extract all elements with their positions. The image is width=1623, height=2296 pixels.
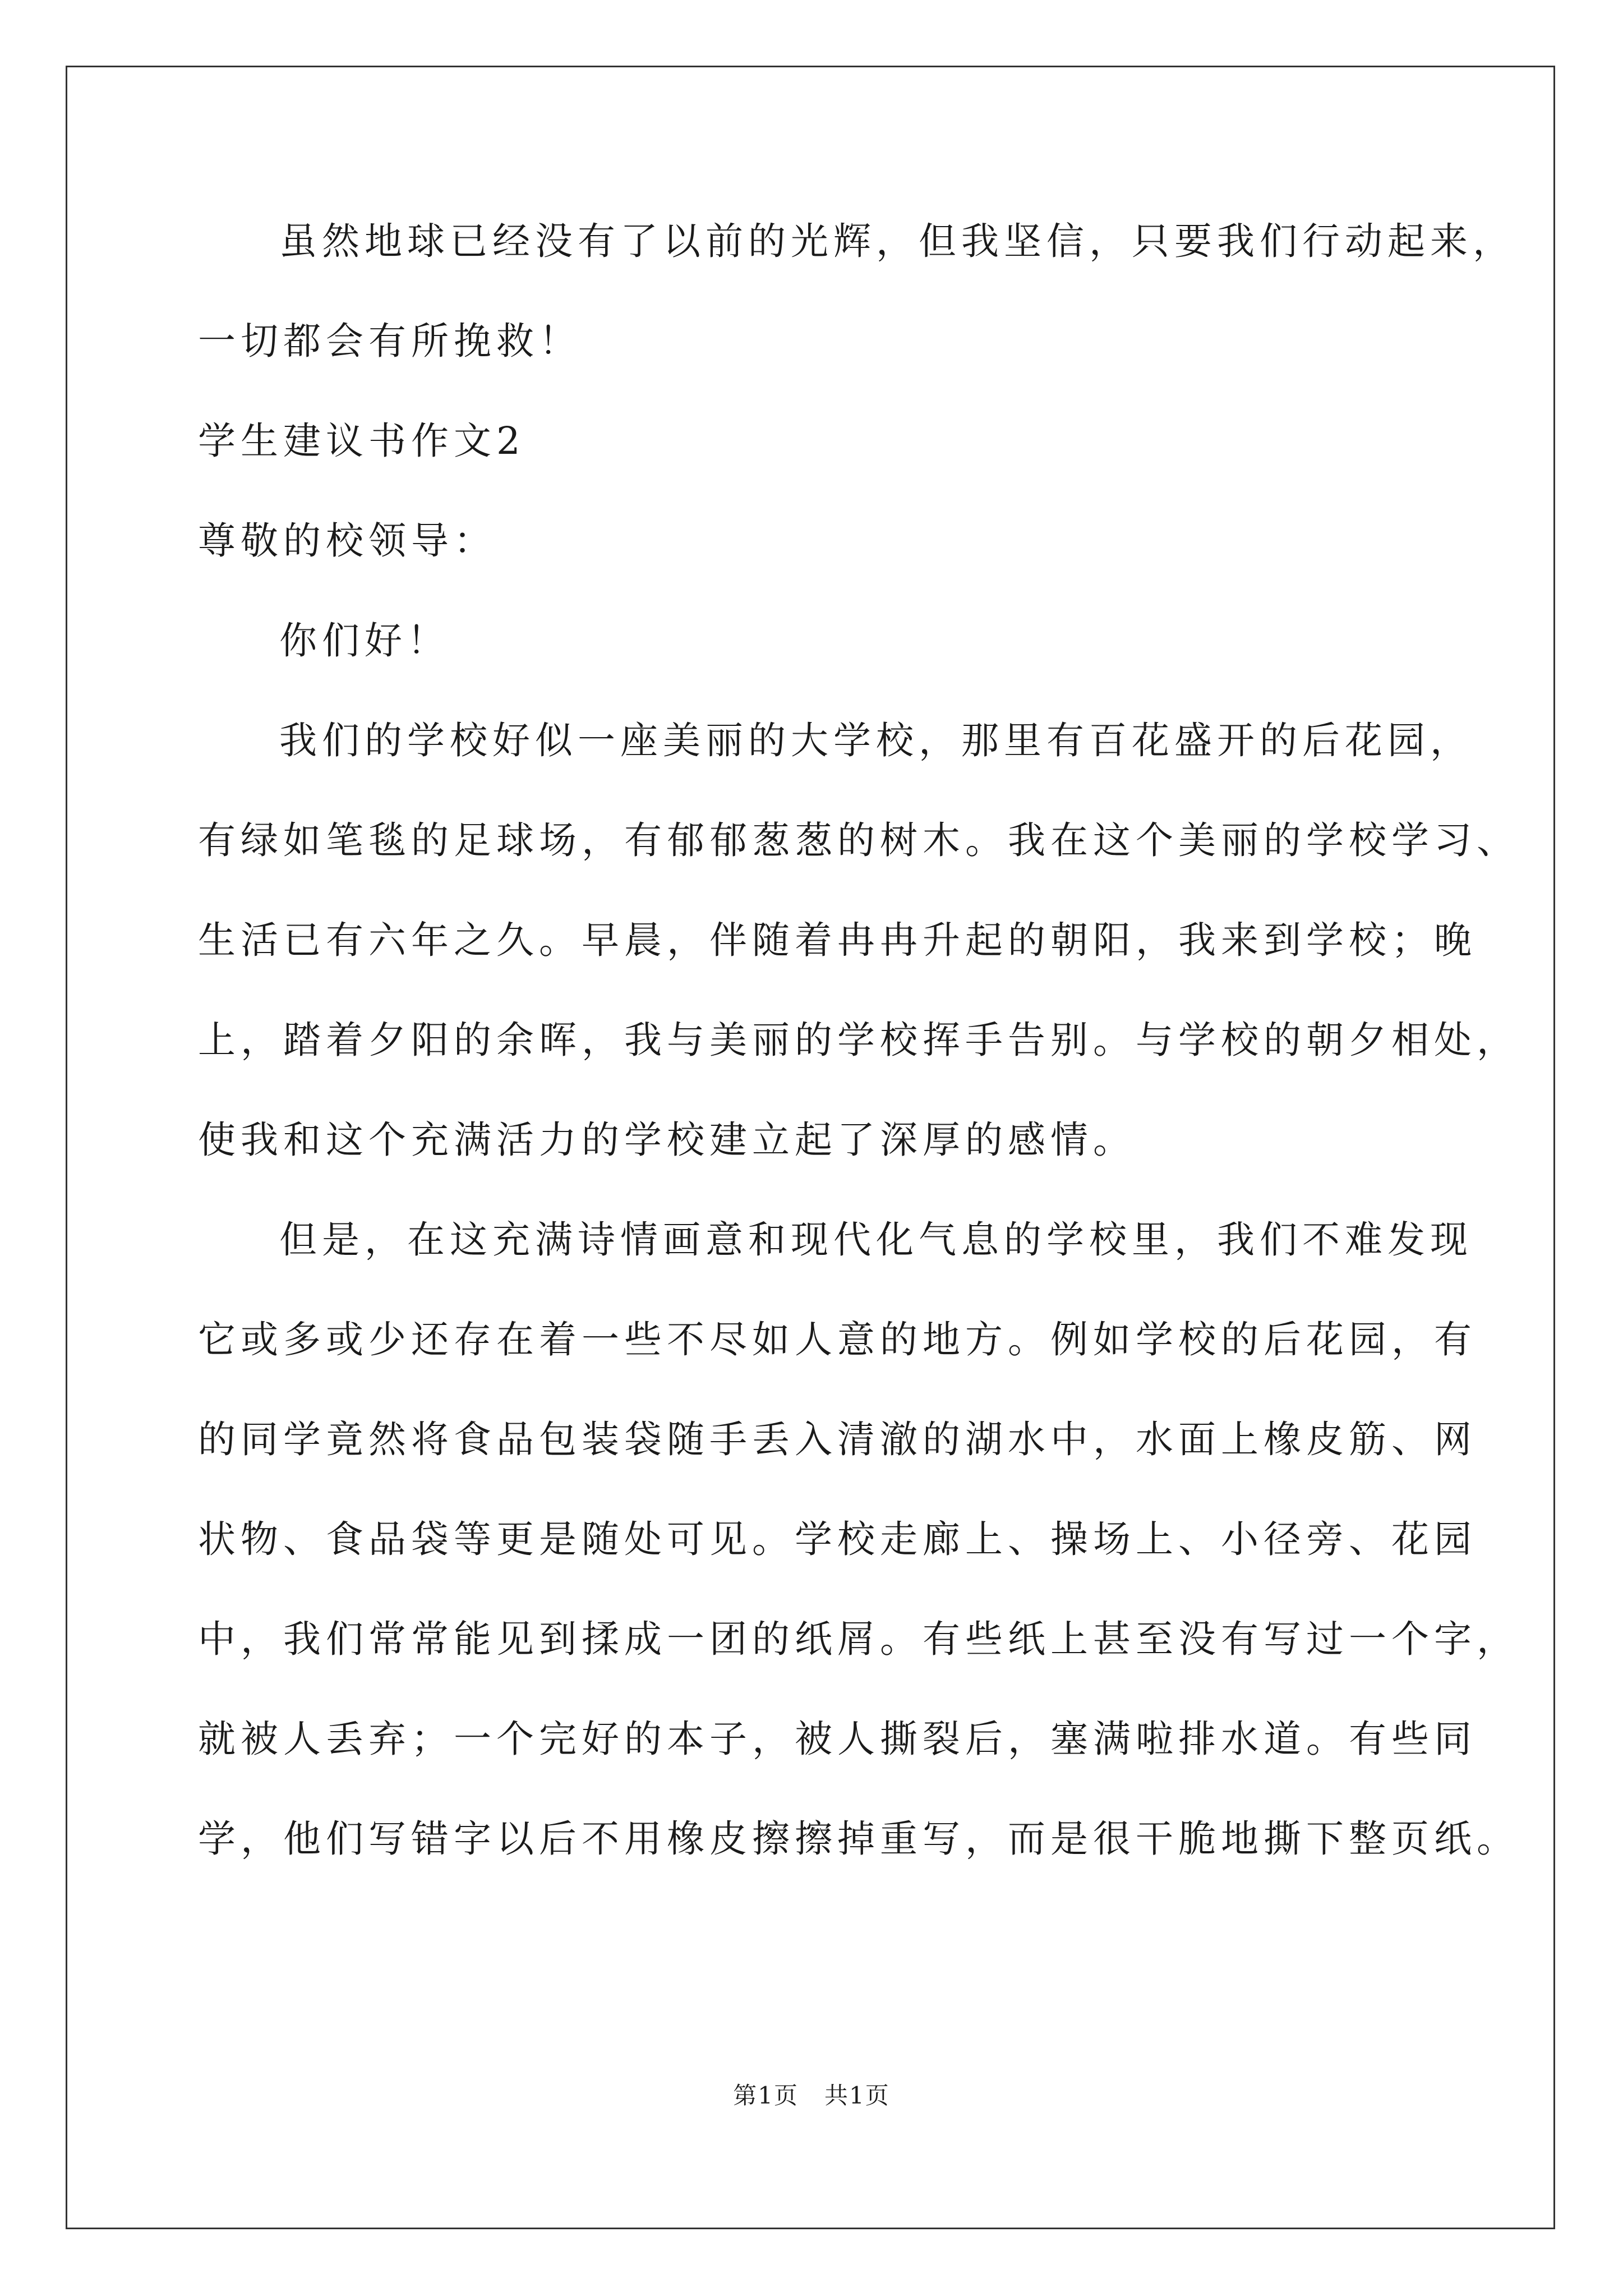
paragraph-line: 状物、食品袋等更是随处可见。学校走廊上、操场上、小径旁、花园 (198, 1517, 1477, 1561)
document-body (198, 213, 1519, 1911)
page-total: 共1页 (824, 2082, 890, 2109)
paragraph-line: 生活已有六年之久。早晨，伴随着冉冉升起的朝阳，我来到学校；晚 (198, 918, 1477, 962)
paragraph-line: 学，他们写错字以后不用橡皮擦擦掉重写，而是很干脆地撕下整页纸。 (198, 1817, 1519, 1861)
paragraph-line: 中，我们常常能见到揉成一团的纸屑。有些纸上甚至没有写过一个字， (198, 1617, 1519, 1661)
paragraph-line: 有绿如笔毯的足球场，有郁郁葱葱的树木。我在这个美丽的学校学习、 (198, 818, 1519, 862)
paragraph-line: 就被人丢弃；一个完好的本子，被人撕裂后，塞满啦排水道。有些同 (198, 1717, 1477, 1761)
paragraph-line: 虽然地球已经没有了以前的光辉，但我坚信，只要我们行动起来， (279, 219, 1515, 263)
paragraph-line: 的同学竟然将食品包装袋随手丢入清澈的湖水中，水面上橡皮筋、网 (198, 1418, 1477, 1461)
paragraph-line: 我们的学校好似一座美丽的大学校，那里有百花盛开的后花园， (279, 719, 1473, 762)
paragraph-line: 一切都会有所挽救！ (198, 319, 582, 363)
page-number: 第1页 (733, 2082, 799, 2109)
salutation: 尊敬的校领导： (198, 519, 496, 563)
paragraph-line: 上，踏着夕阳的余晖，我与美丽的学校挥手告别。与学校的朝夕相处， (198, 1018, 1519, 1062)
greeting: 你们好！ (279, 619, 450, 662)
page-footer (0, 2080, 1623, 2111)
paragraph-line: 但是，在这充满诗情画意和现代化气息的学校里，我们不难发现 (279, 1218, 1473, 1262)
paragraph-line: 使我和这个充满活力的学校建立起了深厚的感情。 (198, 1118, 1136, 1162)
paragraph-line: 它或多或少还存在着一些不尽如人意的地方。例如学校的后花园，有 (198, 1318, 1477, 1361)
section-heading: 学生建议书作文2 (198, 419, 525, 463)
